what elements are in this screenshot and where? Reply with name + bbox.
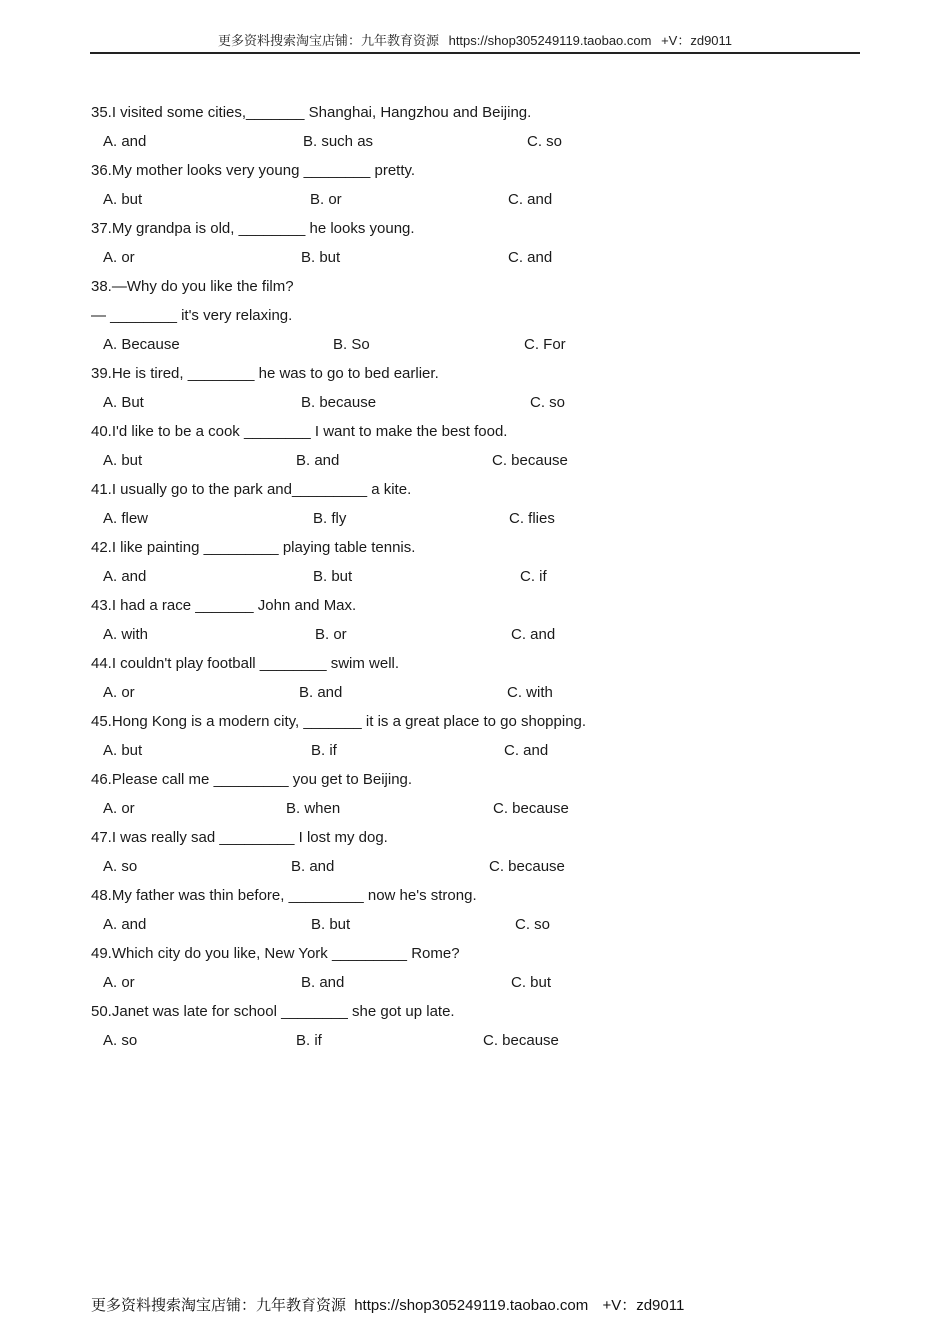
answer-options	[91, 910, 791, 939]
option-c: C. but	[511, 974, 552, 991]
option-a: A. and	[103, 916, 147, 933]
answer-options	[91, 678, 791, 707]
answer-options	[91, 243, 791, 272]
answer-options	[91, 562, 791, 591]
question-stem: 45.Hong Kong is a modern city, _______ it is a great place to go shopping.	[91, 713, 587, 730]
question-stem: 47.I was really sad _________ I lost my dog.	[91, 829, 388, 846]
answer-options	[91, 504, 791, 533]
question-item	[91, 156, 791, 214]
option-a: A. or	[103, 684, 135, 701]
answer-options	[91, 968, 791, 997]
question-stem: 38.—Why do you like the film?	[91, 278, 294, 295]
question-stem: 37.My grandpa is old, ________ he looks young.	[91, 220, 415, 237]
question-item	[91, 98, 791, 156]
page-footer	[91, 1296, 688, 1316]
option-c: C. because	[493, 800, 569, 817]
option-b: B. or	[315, 626, 347, 643]
option-a: A. But	[103, 394, 144, 411]
question-item	[91, 272, 791, 359]
option-a: A. or	[103, 800, 135, 817]
answer-options	[91, 1026, 791, 1055]
question-stem: 44.I couldn't play football ________ swim well.	[91, 655, 400, 672]
question-item	[91, 214, 791, 272]
answer-options	[91, 185, 791, 214]
option-c: C. and	[504, 742, 549, 759]
option-a: A. but	[103, 191, 143, 208]
option-a: A. or	[103, 974, 135, 991]
option-a: A. so	[103, 858, 138, 875]
option-b: B. fly	[313, 510, 347, 527]
option-b: B. and	[299, 684, 343, 701]
question-stem: 43.I had a race _______ John and Max.	[91, 597, 357, 614]
question-item	[91, 533, 791, 591]
option-b: B. and	[301, 974, 345, 991]
question-item	[91, 765, 791, 823]
answer-options	[91, 388, 791, 417]
option-c: C. so	[530, 394, 566, 411]
answer-options	[91, 330, 791, 359]
option-b: B. when	[286, 800, 341, 817]
question-item	[91, 649, 791, 707]
question-stem: 50.Janet was late for school ________ she got up late.	[91, 1003, 455, 1020]
option-a: A. or	[103, 249, 135, 266]
answer-options	[91, 736, 791, 765]
footer-url: https://shop305249119.taobao.com	[354, 1297, 589, 1314]
option-b: B. but	[313, 568, 353, 585]
option-c: C. and	[508, 191, 553, 208]
option-b: B. So	[333, 336, 370, 353]
answer-options	[91, 620, 791, 649]
option-a: A. so	[103, 1032, 138, 1049]
footer-contact: +V：zd9011	[602, 1297, 685, 1314]
question-stem-continued: — ________ it's very relaxing.	[91, 307, 293, 324]
question-stem: 35.I visited some cities,_______ Shanghai, Hangzhou and Beijing.	[91, 104, 532, 121]
option-c: C. For	[524, 336, 566, 353]
header-url: https://shop305249119.taobao.com	[448, 33, 652, 48]
question-stem: 39.He is tired, ________ he was to go to bed earlier.	[91, 365, 439, 382]
page-header	[90, 32, 860, 54]
question-stem: 41.I usually go to the park and_________ a kite.	[91, 481, 412, 498]
option-b: B. because	[301, 394, 377, 411]
question-item	[91, 707, 791, 765]
option-b: B. but	[301, 249, 341, 266]
answer-options	[91, 794, 791, 823]
option-b: B. if	[311, 742, 337, 759]
answer-options	[91, 852, 791, 881]
question-item	[91, 475, 791, 533]
option-a: A. but	[103, 742, 143, 759]
option-a: A. and	[103, 568, 147, 585]
question-item	[91, 591, 791, 649]
question-item	[91, 997, 791, 1055]
option-b: B. and	[296, 452, 340, 469]
option-b: B. or	[310, 191, 342, 208]
option-c: C. because	[483, 1032, 559, 1049]
question-stem: 42.I like painting _________ playing table tennis.	[91, 539, 416, 556]
option-a: A. and	[103, 133, 147, 150]
option-c: C. flies	[509, 510, 555, 527]
option-b: B. but	[311, 916, 351, 933]
question-item	[91, 417, 791, 475]
question-list	[91, 98, 791, 1055]
option-a: A. but	[103, 452, 143, 469]
option-b: B. if	[296, 1032, 322, 1049]
option-c: C. and	[508, 249, 553, 266]
question-item	[91, 823, 791, 881]
answer-options	[91, 127, 791, 156]
header-contact: +V：zd9011	[661, 33, 733, 48]
question-item	[91, 359, 791, 417]
question-item	[91, 881, 791, 939]
question-item	[91, 939, 791, 997]
option-c: C. and	[511, 626, 556, 643]
option-a: A. Because	[103, 336, 180, 353]
option-a: A. with	[103, 626, 149, 643]
option-a: A. flew	[103, 510, 149, 527]
question-stem: 49.Which city do you like, New York _________ Rome?	[91, 945, 460, 962]
option-c: C. with	[507, 684, 553, 701]
option-b: B. and	[291, 858, 335, 875]
question-stem: 46.Please call me _________ you get to Beijing.	[91, 771, 413, 788]
option-c: C. so	[527, 133, 563, 150]
option-b: B. such as	[303, 133, 374, 150]
option-c: C. so	[515, 916, 551, 933]
question-stem: 36.My mother looks very young ________ pretty.	[91, 162, 416, 179]
question-stem: 40.I'd like to be a cook ________ I want to make the best food.	[91, 423, 508, 440]
question-stem: 48.My father was thin before, _________ now he's strong.	[91, 887, 477, 904]
footer-shop-text: 更多资料搜索淘宝店铺：九年教育资源	[91, 1297, 347, 1314]
option-c: C. because	[492, 452, 568, 469]
header-shop-text: 更多资料搜索淘宝店铺：九年教育资源	[217, 33, 439, 48]
option-c: C. if	[520, 568, 547, 585]
answer-options	[91, 446, 791, 475]
option-c: C. because	[489, 858, 565, 875]
